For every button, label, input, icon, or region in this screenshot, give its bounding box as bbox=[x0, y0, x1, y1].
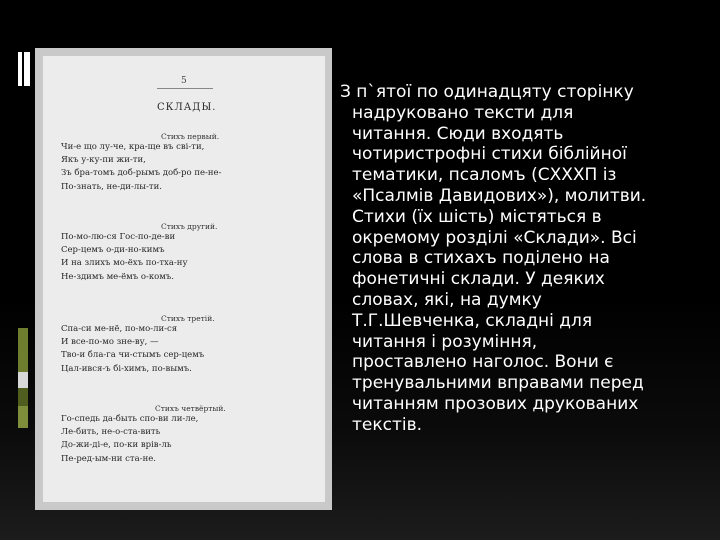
stanza-line: Зъ бра-томъ доб-рымъ доб-ро пе-не- bbox=[61, 168, 222, 179]
stanza-line: Не-здимъ ме-ёмъ о-комъ. bbox=[61, 271, 174, 282]
stanza-line: Якъ у-ку-пи жи-ти, bbox=[61, 155, 146, 166]
scanned-page-number: 5 bbox=[181, 76, 187, 86]
text-line: З п`ятої по одинадцяту сторінку bbox=[340, 82, 634, 102]
decor-bar-white bbox=[18, 372, 28, 388]
decor-bar-top-thin bbox=[18, 52, 22, 86]
stanza-1 bbox=[61, 132, 321, 194]
scanned-page-image bbox=[35, 48, 332, 510]
stanza-line: Сер-цемъ о-ди-но-кимъ bbox=[61, 245, 165, 256]
text-line: надруковано тексти для bbox=[352, 102, 574, 123]
decor-bar-green-3 bbox=[18, 406, 28, 428]
text-line: читання і розуміння, bbox=[352, 331, 538, 352]
text-line: проставлено наголос. Вони є bbox=[352, 352, 614, 373]
stanza-line: До-жи-ді-е, по-ки врів-ль bbox=[61, 440, 172, 451]
stanza-line: Го-спедь да-быть спо-ви ли-ле, bbox=[61, 414, 199, 424]
stanza-line: Ле-бить, не-о-ста-вить bbox=[61, 427, 161, 438]
text-line: чотиристрофні стихи біблійної bbox=[352, 144, 627, 165]
stanza-3 bbox=[61, 314, 321, 376]
stanza-line: Спа-си ме-нё, по-мо-ли-ся bbox=[61, 324, 178, 334]
text-line: фонетичні склади. У деяких bbox=[352, 269, 605, 290]
text-line: тематики, псаломъ (СХХХП із bbox=[352, 165, 617, 186]
stanza-line: По-мо-лю-ся Гос-по-де-ви bbox=[61, 232, 176, 242]
stanza-line: Цал-ився-ъ бі-химъ, по-вымъ. bbox=[61, 363, 192, 374]
slide-body-text bbox=[340, 82, 716, 436]
stanza-2 bbox=[61, 222, 321, 284]
text-line: «Псалмів Давидових»), молитви. bbox=[352, 185, 647, 206]
scanned-page-title: СКЛАДЫ. bbox=[157, 102, 217, 113]
stanza-heading: Стихъ третій. bbox=[161, 314, 215, 323]
scanned-page-paper bbox=[43, 56, 325, 502]
text-line: читання. Сюди входять bbox=[352, 123, 564, 144]
stanza-4 bbox=[61, 404, 321, 466]
text-line: Стихи (їх шість) містяться в bbox=[352, 206, 602, 227]
stanza-heading: Стихъ четвёртый. bbox=[155, 404, 226, 413]
text-line: окремому розділі «Склади». Всі bbox=[352, 227, 637, 248]
decor-bar-top-gap bbox=[30, 52, 34, 86]
stanza-heading: Стихъ другий. bbox=[161, 222, 218, 231]
stanza-line: Пе-ред-ым-ни ста-не. bbox=[61, 453, 156, 464]
stanza-line: По-знать, не-ди-лы-ти. bbox=[61, 181, 162, 192]
text-line: читанням прозових друкованих bbox=[352, 393, 639, 414]
text-line: словах, які, на думку bbox=[352, 289, 542, 310]
decor-bar-green-1 bbox=[18, 328, 28, 372]
decor-bar-green-2 bbox=[18, 388, 28, 406]
text-line: тренувальними вправами перед bbox=[352, 373, 644, 394]
text-line: слова в стихахъ поділено на bbox=[352, 248, 610, 269]
stanza-line: И все-по-мо зне-ву, — bbox=[61, 337, 159, 348]
stanza-line: Чи-е що лу-че, кра-ще въ сві-ти, bbox=[61, 142, 205, 152]
text-line: Т.Г.Шевченка, складні для bbox=[352, 310, 593, 331]
stanza-line: Тво-и бла-га чи-стымъ сер-цемъ bbox=[61, 350, 205, 361]
stanza-heading: Стихъ первый. bbox=[161, 132, 220, 141]
stanza-line: И на злихъ мо-ёхъ по-тха-ну bbox=[61, 258, 188, 269]
scanned-page-separator bbox=[157, 88, 213, 89]
text-line: текстів. bbox=[352, 414, 423, 435]
